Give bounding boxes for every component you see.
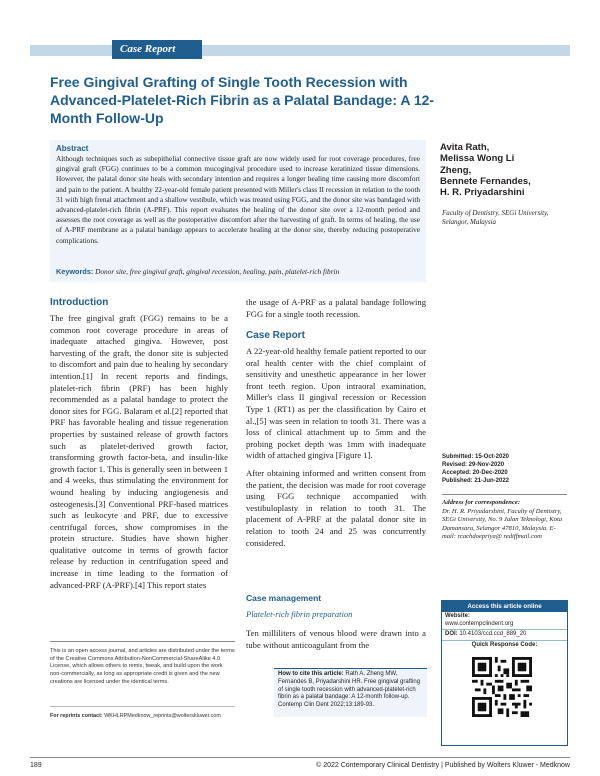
divider xyxy=(30,757,570,758)
author-line: Zheng, xyxy=(440,164,472,176)
citation-box xyxy=(274,668,427,717)
article-type-tag: Case Report xyxy=(112,40,202,59)
divider xyxy=(442,494,567,495)
author-line: H. R. Priyadarshini xyxy=(440,187,525,199)
keywords-label: Keywords: xyxy=(56,267,94,276)
doi-link[interactable]: 10.4103/ccd.ccd_889_20 xyxy=(459,631,527,637)
header-band xyxy=(30,45,570,56)
reprints-email: WKHLRPMedknow_reprints@wolterskluwer.com xyxy=(104,713,221,719)
date-published: Published: 21-Jun-2022 xyxy=(442,478,510,484)
citation-text: Rath A, Zheng MW, Fernandes B, Priyadarshini HR. Free gingival grafting of single tooth recession with advanced-platelet-rich fibrin as a palatal bandage: A 12-month follow-up. Contemp Clin Dent 2022;13:189-93. xyxy=(278,671,421,709)
col2-paragraph: the usage of A-PRF as a palatal bandage following FGG for a single tooth recession. xyxy=(246,297,426,319)
article-title: Free Gingival Grafting of Single Tooth Recession with Advanced-Platelet-Rich Fibrin as a Palatal Bandage: A 12-Month Follow-Up xyxy=(50,74,435,126)
author-line: Melissa Wong Li xyxy=(440,153,515,165)
doi-row xyxy=(442,630,567,641)
intro-paragraph: The free gingival graft (FGG) remains to be a common root coverage procedure in areas of inadequate attached gingiva. However, post harvesting of the graft, the donor site is subjected to discomfort and pain due to healing by secondary intention.[1] In recent reports and findings, platelet-rich fibrin (PRF) has been highly recommended as a palatal bandage to protect the donor sites for FGG. Balaram et al.[2] reported that PRF has favorable healing and tissue regeneration properties by sustained release of growth factors such as platelet-derived growth factor, transforming growth factor-beta, and insulin-like growth factor 1. This is generally seen in between 1 and 4 weeks, thus stimulating the environment for wound healing by inducing angiogenesis and osteogenesis.[3] Conventional PRF-based matrices such as leukocyte and PRF, due to excessive centrifugal forces, show compromises in the protein structure. Studies have shown higher qualitative outcome in terms of growth factor release by reduction in centrifugation speed and increase in time leading to the formation of advanced-PRF (A-PRF).[4] This report states xyxy=(50,313,228,590)
date-submitted: Submitted: 15-Oct-2020 xyxy=(442,454,510,460)
correspondence-text: Dr. H. R. Priyadarshini, Faculty of Dentistry, SEGi University, No. 9 Jalan Teknologi, Kota Damansara, Selangor 47810, Malaysia. E-mail: rcachdoepriya@ rediffmail.com xyxy=(442,507,563,540)
reprints-label: For reprints contact: xyxy=(50,713,103,719)
abstract-text: Although techniques such as subepithelial connective tissue graft are now widely used for root coverage procedures, free gingival graft (FGG) continues to be a common mucogingival procedure used to increase keratinized tissue dimensions. However, the palatal donor site heals with secondary intention and requires a longer healing time causing more discomfort and pain to the patient. A healthy 22-year-old female patient presented with Miller's class II recession in relation to the tooth 31 with high frenal attachment and a shallow vestibule, which was treated using FGG, and the donor site was bandaged with advanced-platelet-rich fibrin (A-PRF). This report evaluates the healing of the donor site over a 12-month period and assesses the root coverage as well as the postoperative discomfort after the harvesting of graft. In terms of healing, the use of A-PRF membrane as a palatal bandage appears to accelerate healing at the donor site, thereby reducing postoperative complications. xyxy=(56,154,420,245)
case-report-column xyxy=(246,346,426,555)
doi-label: DOI: xyxy=(445,631,458,637)
author-affiliation: Faculty of Dentistry, SEGi University, Selangor, Malaysia xyxy=(442,209,549,227)
page-number: 189 xyxy=(30,762,42,769)
case-management-heading: Case management xyxy=(246,593,322,603)
prf-preparation-heading: Platelet-rich fibrin preparation xyxy=(246,609,353,619)
license-note: This is an open access journal, and articles are distributed under the terms of the Creative Commons Attribution-NonCommercial-ShareAlike 4.0 License, which allows others to remix, tweak, and build upon the work non-commercially, as long as appropriate credit is given and the new creations are licensed under the identical terms. xyxy=(50,648,235,685)
date-revised: Revised: 29-Nov-2020 xyxy=(442,462,505,468)
website-link[interactable]: www.contempclindent.org xyxy=(445,620,514,627)
prf-column xyxy=(246,628,426,657)
author-list xyxy=(440,142,580,198)
qr-label: Quick Response Code: xyxy=(471,641,538,648)
author-line: Bennete Fernandes, xyxy=(440,175,531,187)
divider xyxy=(50,641,235,642)
column-two-top xyxy=(246,297,426,326)
website-row xyxy=(442,612,567,630)
correspondence-heading: Address for correspondence: xyxy=(442,499,521,506)
qr-code-icon[interactable] xyxy=(472,657,532,717)
article-dates xyxy=(442,453,509,485)
journal-credit: © 2022 Contemporary Clinical Dentistry | Published by Wolters Kluwer - Medknow xyxy=(316,762,570,769)
abstract-heading: Abstract xyxy=(56,144,89,153)
keywords xyxy=(50,267,426,277)
author-line: Avita Rath, xyxy=(440,142,490,153)
case-paragraph: A 22-year-old healthy female patient reported to our oral health center with the chief complaint of sensitivity and unesthetic appearance in her lower front teeth region. Upon intraoral examination, Miller's class II gingival recession or Recession Type 1 (RT1) as per the classification by Cairo et al.,[5] was seen in relation to tooth 31. There was a loss of clinical attachment up to 5mm and the probing pocket depth was 1mm with inadequate width of attached gingiva [Figure 1]. xyxy=(246,346,426,461)
citation-label: How to cite this article: xyxy=(278,671,344,677)
intro-column xyxy=(50,313,228,597)
reprints-contact xyxy=(50,713,221,719)
intro-heading: Introduction xyxy=(50,297,109,308)
date-accepted: Accepted: 20-Dec-2020 xyxy=(442,470,508,476)
divider xyxy=(50,706,235,707)
page-footer xyxy=(0,757,600,776)
abstract-box xyxy=(50,140,426,282)
access-heading: Access this article online xyxy=(442,601,567,612)
prf-paragraph: Ten milliliters of venous blood were drawn into a tube without anticoagulant from the xyxy=(246,628,426,650)
keywords-text: Donor site, free gingival graft, gingival recession, healing, pain, platelet-rich fibrin xyxy=(95,267,340,276)
website-label: Website: xyxy=(445,613,470,619)
access-box xyxy=(441,600,568,746)
case-paragraph: After obtaining informed and written consent from the patient, the decision was made for root coverage using FGG technique accompanied with vestibuloplasty in relation to tooth 31. The placement of A-PRF at the palatal donor site in relation to tooth 24 and 25 was concurrently considered. xyxy=(246,467,426,548)
case-report-heading: Case Report xyxy=(246,330,305,341)
correspondence xyxy=(442,499,567,542)
